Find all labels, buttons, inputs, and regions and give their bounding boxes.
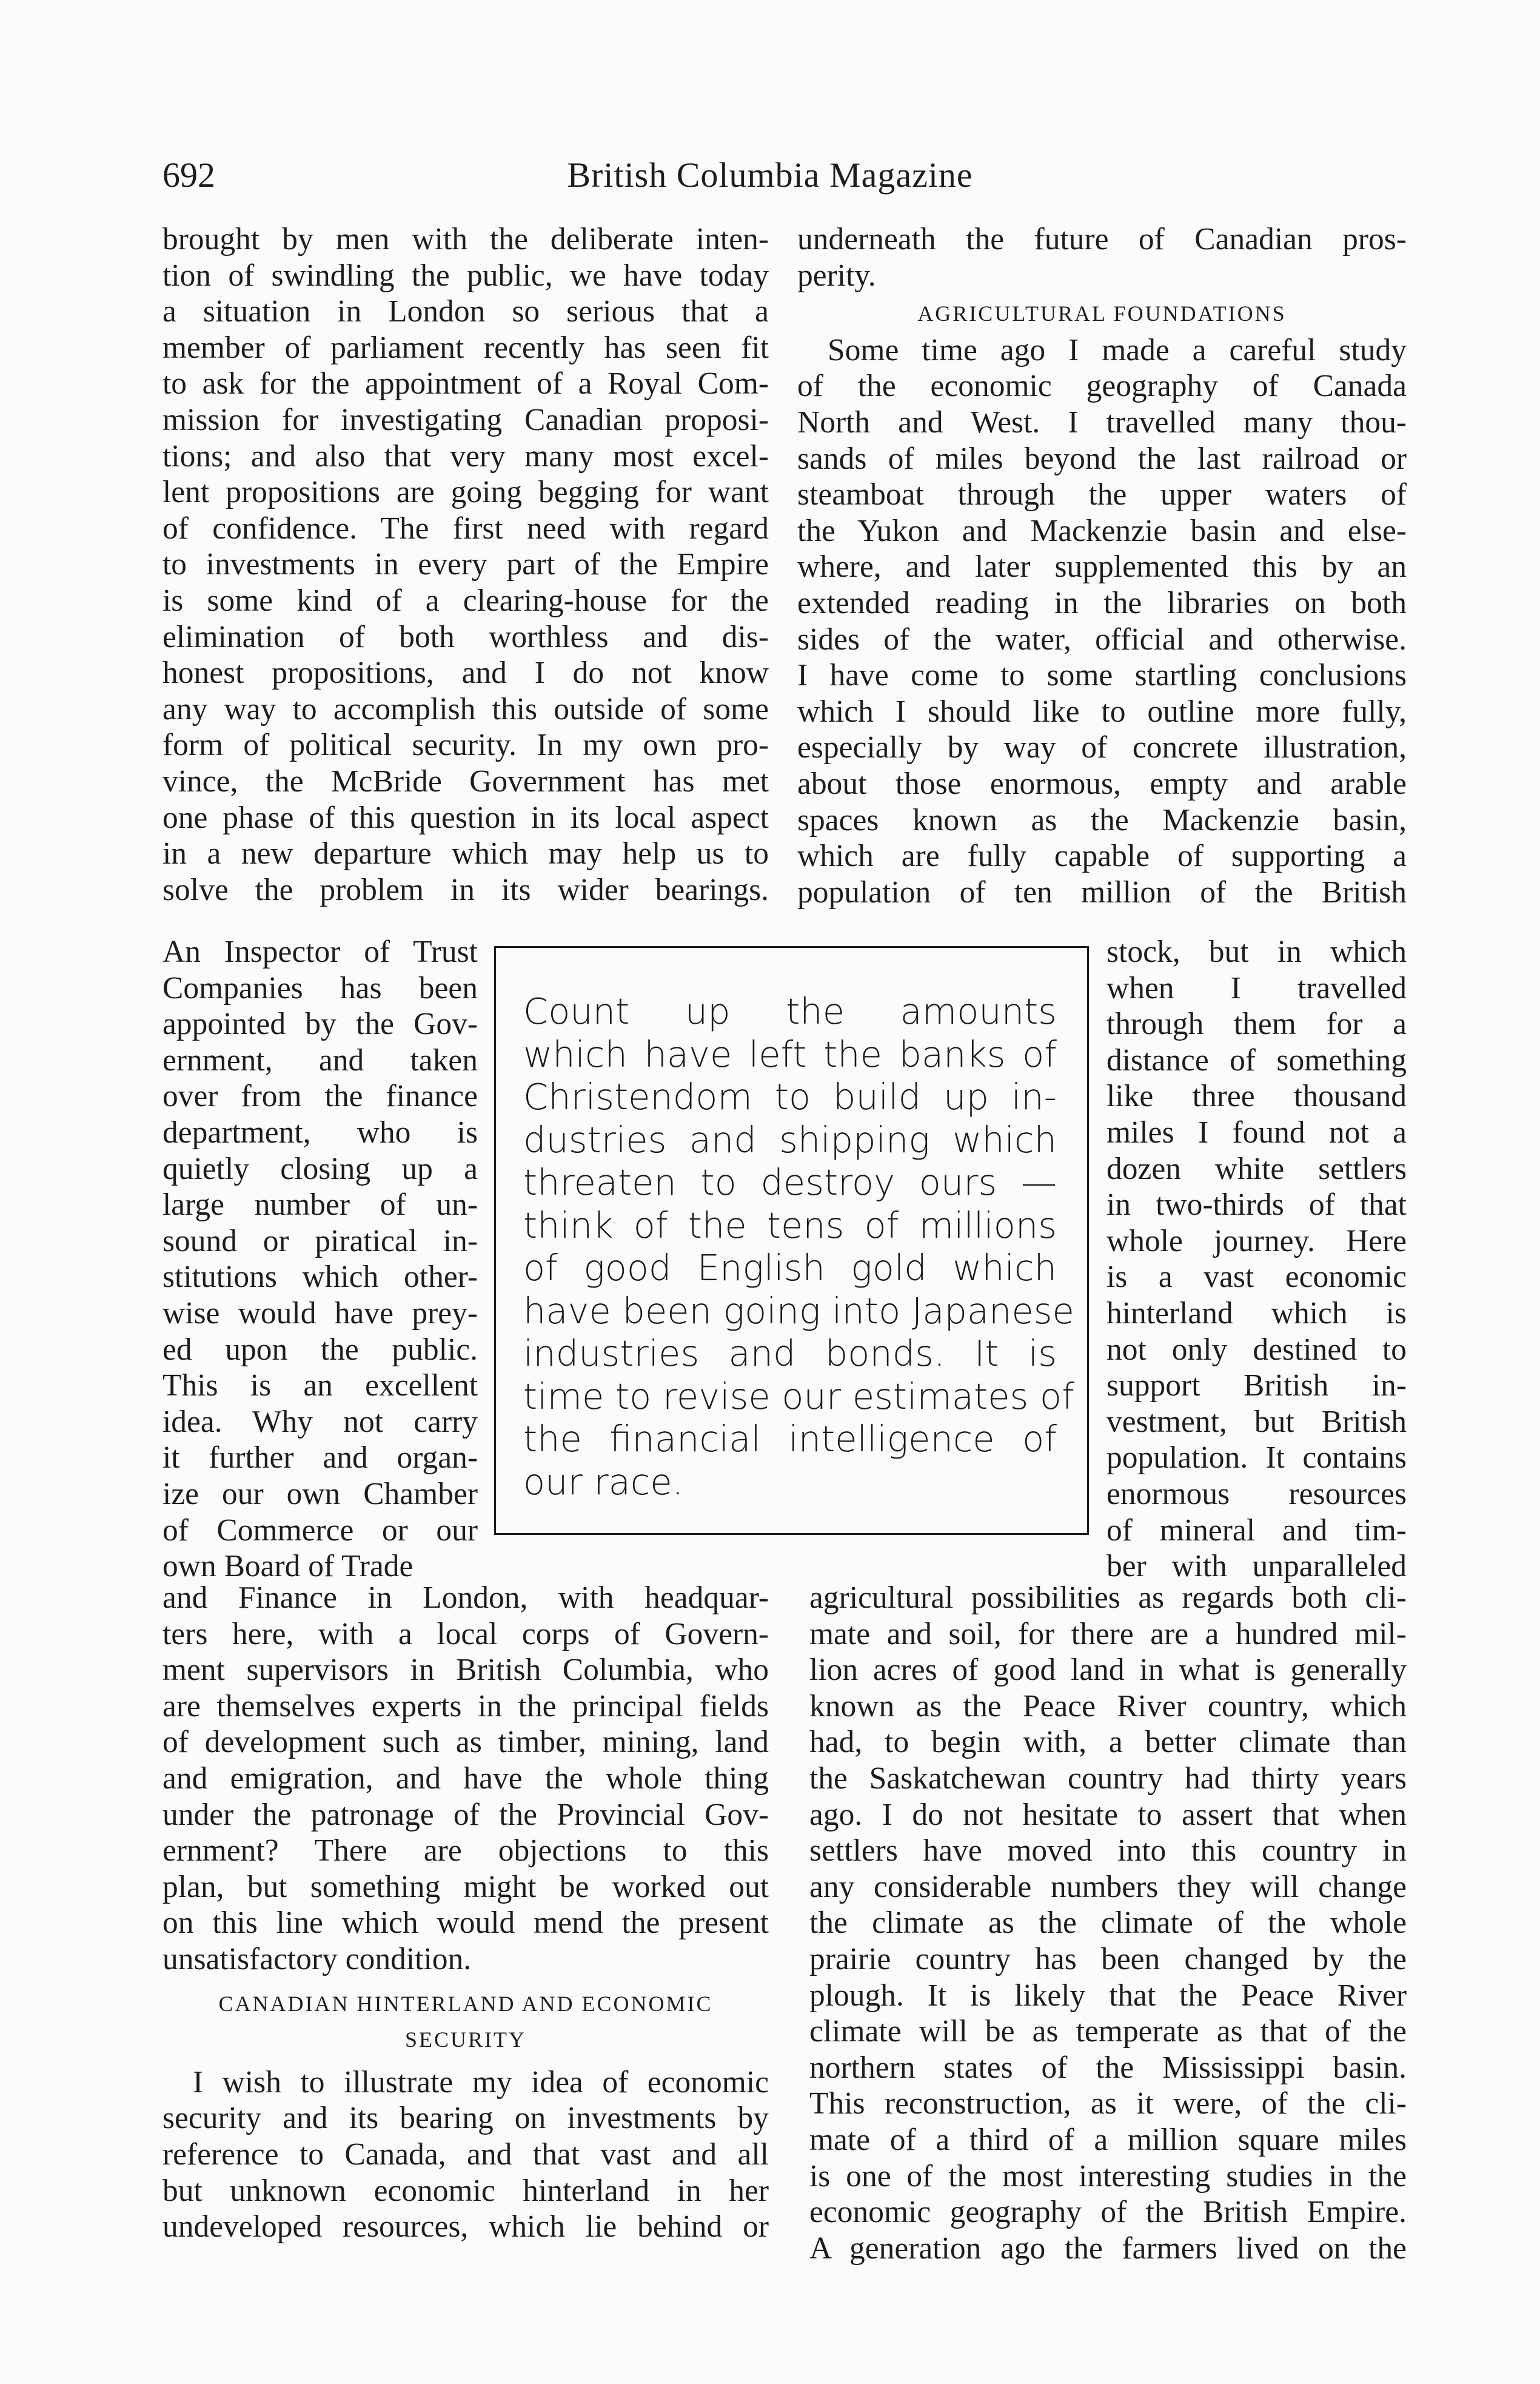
text-line: Companies has been (162, 970, 478, 1006)
text-line: but unknown economic hinterland in her (162, 2173, 769, 2208)
text-line: lent propositions are going begging for want (162, 475, 769, 510)
text-line: over from the finance (162, 1079, 478, 1114)
text-line: to ask for the appointment of a Royal Com- (162, 366, 769, 401)
text-line: of confidence. The first need with regard (162, 511, 769, 546)
text-line: northern states of the Mississippi basin. (809, 2050, 1407, 2085)
text-line: and Finance in London, with headquar- (162, 1580, 769, 1615)
pull-quote-line: Christendom to build up in- (523, 1076, 1057, 1118)
text-line: ed upon the public. (162, 1332, 478, 1367)
text-line: mate and soil, for there are a hundred mil- (809, 1616, 1407, 1651)
right-column-narrow (1106, 934, 1407, 1585)
text-line: North and West. I travelled many thou- (797, 405, 1407, 440)
text-line: mission for investigating Canadian proposi- (162, 402, 769, 437)
text-line: of Commerce or our (162, 1513, 478, 1548)
text-line: through them for a (1106, 1007, 1407, 1042)
text-line: I wish to illustrate my idea of economic (193, 2064, 769, 2100)
text-line: whole journey. Here (1106, 1223, 1407, 1258)
right-column-bottom (809, 1580, 1407, 2266)
text-line: quietly closing up a (162, 1151, 478, 1186)
text-line: elimination of both worthless and dis- (162, 619, 769, 654)
text-line: I have come to some startling conclusions (797, 658, 1407, 693)
text-line: stock, but in which (1106, 935, 1407, 969)
text-line: in a new departure which may help us to (162, 836, 769, 871)
page-number: 692 (162, 155, 215, 195)
text-line: underneath the future of Canadian pros- (797, 222, 1407, 257)
pull-quote-line: have been going into Japanese (523, 1289, 1074, 1332)
text-line: hinterland which is (1106, 1295, 1407, 1331)
text-line: not only destined to (1106, 1332, 1407, 1367)
text-line: like three thousand (1106, 1079, 1407, 1114)
text-line: form of political security. In my own pro- (162, 728, 769, 763)
text-line: which are fully capable of supporting a (797, 839, 1407, 874)
section-heading-canadian-hinterland: CANADIAN HINTERLAND AND ECONOMIC (218, 1991, 713, 2016)
text-line: appointed by the Gov- (162, 1007, 478, 1042)
text-line: prairie country has been changed by the (809, 1941, 1407, 1976)
pull-quote-box (494, 946, 1089, 1535)
text-line: dozen white settlers (1106, 1151, 1407, 1186)
text-line: settlers have moved into this country in (809, 1833, 1407, 1869)
pull-quote-line: think of the tens of millions (523, 1204, 1057, 1246)
text-line: which I should like to outline more fully, (797, 694, 1407, 729)
text-line: and emigration, and have the whole thing (162, 1761, 769, 1796)
text-line: lion acres of good land in what is generally (809, 1653, 1407, 1688)
text-line: solve the problem in its wider bearings. (162, 872, 769, 907)
text-line: spaces known as the Mackenzie basin, (797, 802, 1407, 838)
text-line: a situation in London so serious that a (162, 294, 769, 329)
text-line: especially by way of concrete illustration, (797, 730, 1407, 765)
pull-quote-line: the financial intelligence of (523, 1418, 1057, 1460)
pull-quote-line: which have left the banks of (523, 1033, 1057, 1075)
page-header (0, 155, 1540, 197)
text-line: to investments in every part of the Empire (162, 547, 769, 582)
text-line: ago. I do not hesitate to assert that when (809, 1797, 1407, 1832)
text-line: known as the Peace River country, which (809, 1688, 1407, 1724)
text-line: own Board of Trade (162, 1549, 413, 1584)
text-line: department, who is (162, 1115, 478, 1150)
text-line: is a vast economic (1106, 1260, 1407, 1295)
pull-quote-line: of good English gold which (523, 1247, 1057, 1289)
text-line: ize our own Chamber (162, 1476, 478, 1511)
text-line: security and its bearing on investments by (162, 2101, 769, 2136)
text-line: large number of un- (162, 1187, 478, 1223)
left-column-narrow (162, 934, 478, 1585)
text-line: distance of something (1106, 1043, 1407, 1078)
text-line: undeveloped resources, which lie behind or (162, 2209, 769, 2245)
text-line: support British in- (1106, 1368, 1407, 1403)
text-line: under the patronage of the Provincial Gov- (162, 1797, 769, 1832)
text-line: unsatisfactory condition. (162, 1941, 472, 1976)
pull-quote-line: Count up the amounts (523, 990, 1057, 1032)
text-line: had, to begin with, a better climate than (809, 1725, 1407, 1760)
text-line: vince, the McBride Government has met (162, 764, 769, 799)
text-line: any considerable numbers they will change (809, 1869, 1407, 1904)
text-line: ters here, with a local corps of Govern- (162, 1616, 769, 1651)
section-heading-agricultural-foundations: AGRICULTURAL FOUNDATIONS (917, 301, 1287, 326)
text-line: stitutions which other- (162, 1260, 478, 1295)
text-line: plough. It is likely that the Peace River (809, 1978, 1407, 2013)
text-line: is one of the most interesting studies in the (809, 2158, 1407, 2194)
text-line: population. It contains (1106, 1440, 1407, 1476)
text-line: perity. (797, 258, 876, 293)
text-line: sides of the water, official and otherwise. (797, 622, 1407, 657)
text-line: climate will be as temperate as that of the (809, 2014, 1407, 2049)
text-line: ment supervisors in British Columbia, who (162, 1653, 769, 1688)
pull-quote-line: our race. (523, 1460, 684, 1503)
text-line: when I travelled (1106, 970, 1407, 1006)
pull-quote-line: time to revise our estimates of (523, 1375, 1074, 1417)
text-line: where, and later supplemented this by an (797, 549, 1407, 585)
text-line: about those enormous, empty and arable (797, 766, 1407, 801)
text-line: of mineral and tim- (1106, 1513, 1407, 1548)
text-line: population of ten million of the British (797, 875, 1407, 910)
left-column-bottom (162, 1580, 769, 2245)
text-line: it further and organ- (162, 1440, 478, 1476)
text-line: tion of swindling the public, we have today (162, 258, 769, 293)
text-line: reference to Canada, and that vast and all (162, 2137, 769, 2172)
pull-quote-line: industries and bonds. It is (523, 1332, 1057, 1374)
text-line: agricultural possibilities as regards both cli- (809, 1580, 1407, 1615)
text-line: vestment, but British (1106, 1404, 1407, 1439)
text-line: economic geography of the British Empire. (809, 2195, 1407, 2230)
text-line: the Saskatchewan country had thirty years (809, 1761, 1407, 1796)
text-line: This reconstruction, as it were, of the cli- (809, 2086, 1407, 2121)
text-line: wise would have prey- (162, 1295, 478, 1331)
text-line: plan, but something might be worked out (162, 1869, 769, 1904)
text-line: of development such as timber, mining, land (162, 1725, 769, 1760)
text-line: of the economic geography of Canada (797, 369, 1407, 404)
text-line: tions; and also that very many most excel- (162, 438, 769, 474)
text-line: An Inspector of Trust (162, 935, 478, 969)
text-line: ernment? There are objections to this (162, 1833, 769, 1869)
left-column-top (162, 221, 769, 908)
text-line: is some kind of a clearing-house for the (162, 583, 769, 618)
text-line: idea. Why not carry (162, 1404, 478, 1439)
text-line: mate of a third of a million square miles (809, 2122, 1407, 2157)
text-line: A generation ago the farmers lived on the (809, 2231, 1407, 2266)
text-line: any way to accomplish this outside of some (162, 691, 769, 727)
text-line: honest propositions, and I do not know (162, 656, 769, 691)
text-line: are themselves experts in the principal fields (162, 1688, 769, 1724)
text-line: the Yukon and Mackenzie basin and else- (797, 513, 1407, 548)
text-line: steamboat through the upper waters of (797, 477, 1407, 512)
pull-quote-line: dustries and shipping which (523, 1118, 1057, 1161)
right-column-top (797, 221, 1407, 910)
pull-quote-text (523, 990, 1074, 1503)
text-line: sands of miles beyond the last railroad or (797, 441, 1407, 476)
text-line: in two-thirds of that (1106, 1187, 1407, 1223)
text-line: member of parliament recently has seen fit (162, 330, 769, 365)
text-line: ber with unparalleled (1106, 1549, 1407, 1584)
text-line: miles I found not a (1106, 1115, 1407, 1150)
pull-quote-line: threaten to destroy ours — (523, 1161, 1057, 1203)
text-line: on this line which would mend the present (162, 1906, 769, 1941)
text-line: ernment, and taken (162, 1043, 478, 1078)
text-line: brought by men with the deliberate inten- (162, 222, 769, 257)
text-line: sound or piratical in- (162, 1223, 478, 1258)
text-line: This is an excellent (162, 1368, 478, 1403)
magazine-title: British Columbia Magazine (567, 155, 973, 195)
text-line: one phase of this question in its local aspect (162, 800, 769, 835)
section-heading-canadian-hinterland-cont: SECURITY (404, 2027, 526, 2052)
text-line: Some time ago I made a careful study (828, 332, 1407, 368)
text-line: extended reading in the libraries on both (797, 585, 1407, 620)
text-line: enormous resources (1106, 1476, 1407, 1511)
text-line: the climate as the climate of the whole (809, 1906, 1407, 1941)
